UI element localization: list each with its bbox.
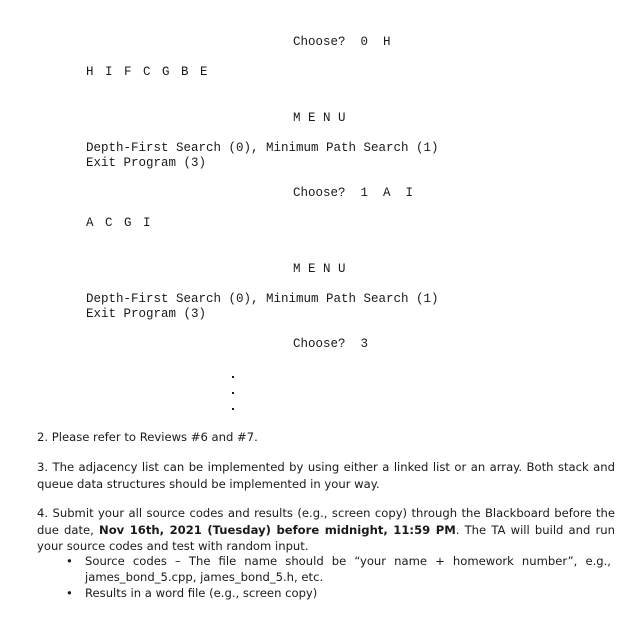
bullet-icon: • [66,586,73,600]
menu-title: M E N U [293,262,346,276]
choose-prompt: Choose? 3 [293,337,369,351]
menu-title: M E N U [293,111,346,125]
menu-options-line: Depth-First Search (0), Minimum Path Search (1) [86,141,439,155]
traversal-output: H I F C G B E [86,65,208,79]
menu-exit-line: Exit Program (3) [86,307,207,321]
choose-prompt: Choose? 0 H [293,35,391,49]
ellipsis-dot [232,376,234,378]
path-output: A C G I [86,216,151,230]
ellipsis-dot [232,392,234,394]
instruction-item-2: 2. Please refer to Reviews #6 and #7. [37,430,258,444]
ellipsis-dot [232,408,234,410]
instruction-item-4 [37,505,615,555]
list-item-text: Results in a word file (e.g., screen copy) [85,586,318,600]
menu-exit-line: Exit Program (3) [86,156,207,170]
due-date: Nov 16th, 2021 (Tuesday) before midnight, 11:59 PM [99,522,456,537]
instruction-item-4-text: . The TA will build and run your source codes and test with random input. [37,522,615,553]
submission-list [66,553,611,601]
instruction-item-3: 3. The adjacency list can be implemented by using either a linked list or an array. Both stack and queue data structures should be implemented in your way. [37,460,615,491]
instruction-item-4-text: 4. Submit your all source codes and results (e.g., screen copy) through the Blackboard before the due date, [37,506,615,537]
menu-options-line: Depth-First Search (0), Minimum Path Search (1) [86,292,439,306]
list-item [66,585,611,601]
choose-prompt: Choose? 1 A I [293,186,414,200]
list-item [66,553,611,585]
bullet-icon: • [66,554,73,568]
list-item-text: Source codes – The file name should be “your name + homework number”, e.g., james_bond_5.cpp, james_bond_5.h, etc. [85,554,611,584]
